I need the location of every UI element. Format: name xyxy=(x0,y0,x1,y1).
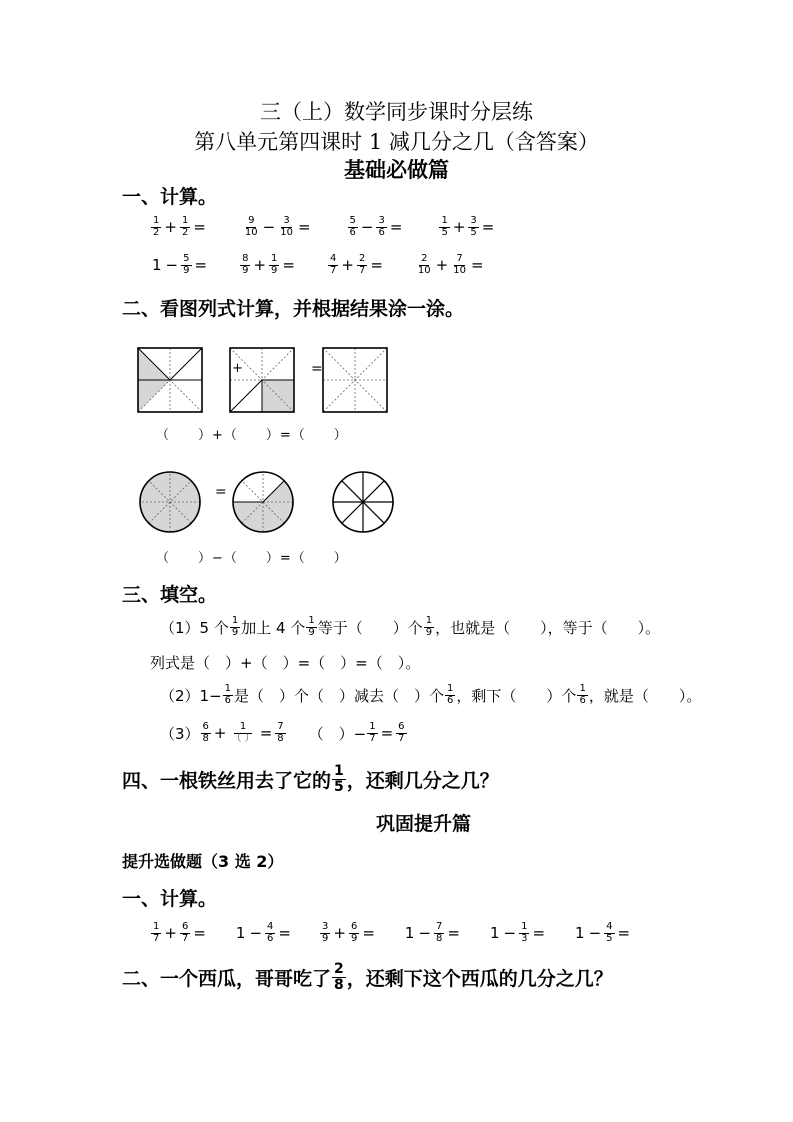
fraction: $\frac{1}{3}$ xyxy=(521,921,528,944)
calc-item[interactable] xyxy=(488,922,547,944)
operator: − xyxy=(249,924,263,942)
sec4-text-a: 四、一根铁丝用去了它的 xyxy=(122,769,332,792)
calc-item[interactable] xyxy=(150,922,208,944)
fraction: $\frac{1}{2}$ xyxy=(181,215,189,238)
page-title: 三（上）数学同步课时分层练 xyxy=(260,100,533,124)
equals: = xyxy=(193,924,206,942)
square-figure[interactable] xyxy=(138,348,202,412)
q2-text-b[interactable]: 是（ ）个（ ）减去（ ）个 xyxy=(234,686,445,705)
q3-fraction-5: $\frac{6}{7}$ xyxy=(398,721,405,744)
advanced-subtitle: 提升选做题（3 选 2） xyxy=(122,852,284,871)
square-figure[interactable] xyxy=(230,348,294,412)
adv-q2-fraction: $\frac{2}{8}$ xyxy=(334,961,344,993)
q1-text-b: 加上 4 个 xyxy=(241,618,306,637)
fraction: $\frac{4}{5}$ xyxy=(606,921,613,944)
fraction: $\frac{1}{9}$ xyxy=(271,253,278,276)
whole-number: 1 xyxy=(575,924,585,942)
equals: = xyxy=(282,256,295,274)
whole-number: 1 xyxy=(404,924,415,942)
sec4-fraction: $\frac{1}{5}$ xyxy=(334,763,344,795)
operator: + xyxy=(452,218,466,236)
calc-item[interactable] xyxy=(403,922,462,944)
adv-q2-text-a: 二、一个西瓜，哥哥吃了 xyxy=(122,967,332,990)
operator: + xyxy=(164,218,177,236)
fraction: $\frac{6}{7}$ xyxy=(181,921,189,944)
equals: = xyxy=(194,256,208,274)
fraction: $\frac{8}{9}$ xyxy=(242,253,249,276)
section-3-heading: 三、填空。 xyxy=(122,584,218,606)
q3-eq-1: = xyxy=(259,724,273,742)
plus-sign: + xyxy=(232,361,243,376)
fraction: $\frac{1}{7}$ xyxy=(153,921,160,944)
q3-fraction-2[interactable]: $\frac{1}{( )}$ xyxy=(231,721,255,744)
operator: − xyxy=(165,256,179,274)
operator: − xyxy=(262,218,276,236)
q3-fraction-4: $\frac{1}{7}$ xyxy=(369,721,376,744)
fraction: $\frac{1}{2}$ xyxy=(153,215,160,238)
q2-fraction-2: $\frac{1}{6}$ xyxy=(447,683,454,706)
equals: = xyxy=(481,218,495,236)
whole-number: 1 xyxy=(152,256,162,274)
calc-item[interactable] xyxy=(319,922,377,944)
q1-fraction-2: $\frac{1}{9}$ xyxy=(308,615,315,638)
circles-answer-blank[interactable]: （ ）−（ ）=（ ） xyxy=(156,551,348,566)
operator: + xyxy=(435,256,449,274)
fraction: $\frac{2}{7}$ xyxy=(358,253,366,276)
fraction: $\frac{3}{9}$ xyxy=(321,921,329,944)
q2-text-a: （2）1− xyxy=(160,686,222,705)
q3-fraction-3: $\frac{7}{8}$ xyxy=(277,721,284,744)
calc-item[interactable] xyxy=(234,922,293,944)
operator: − xyxy=(588,924,602,942)
fill-q3 xyxy=(160,722,408,744)
section-title-basic: 基础必做篇 xyxy=(344,157,449,182)
circle-figure[interactable] xyxy=(333,472,393,532)
fraction: $\frac{7}{10}$ xyxy=(453,253,466,276)
q3-blank[interactable]: （ ）− xyxy=(308,724,367,743)
operator: + xyxy=(341,256,354,274)
equals: = xyxy=(389,218,403,236)
equals: = xyxy=(193,218,206,236)
q2-fraction-1: $\frac{1}{6}$ xyxy=(224,683,232,706)
advanced-calc-row xyxy=(150,922,658,944)
q2-text-d[interactable]: ，就是（ ）。 xyxy=(588,686,702,705)
square-figure[interactable] xyxy=(323,348,387,412)
equals: = xyxy=(617,924,631,942)
fraction: $\frac{5}{9}$ xyxy=(183,253,190,276)
whole-number: 1 xyxy=(489,924,500,942)
advanced-q2 xyxy=(122,962,613,992)
q2-text-c[interactable]: ，剩下（ ）个 xyxy=(456,686,577,705)
equals: = xyxy=(370,256,383,274)
q1-text-c[interactable]: 等于（ ）个 xyxy=(317,618,423,637)
adv-q2-text-b: ，还剩下这个西瓜的几分之几？ xyxy=(346,967,613,990)
equals: = xyxy=(470,256,484,274)
equals-sign: = xyxy=(311,361,323,377)
operator: − xyxy=(418,924,432,942)
section-1-heading: 一、计算。 xyxy=(122,186,218,208)
advanced-calc-heading: 一、计算。 xyxy=(122,888,218,910)
circle-figure[interactable] xyxy=(233,472,293,532)
equals: = xyxy=(532,924,546,942)
operator: − xyxy=(503,924,517,942)
fraction: $\frac{1}{5}$ xyxy=(441,215,448,238)
q1-text-a: （1）5 个 xyxy=(160,618,229,637)
circle-figure[interactable] xyxy=(140,472,200,532)
equals: = xyxy=(278,924,291,942)
fill-q1-line1 xyxy=(160,616,660,638)
q1-text-d[interactable]: ，也就是（ ），等于（ ）。 xyxy=(435,618,661,637)
q2-fraction-3: $\frac{1}{6}$ xyxy=(579,683,586,706)
page-subtitle: 第八单元第四课时 1 减几分之几（含答案） xyxy=(194,130,599,154)
fraction: $\frac{4}{6}$ xyxy=(267,921,274,944)
fraction: $\frac{7}{8}$ xyxy=(436,921,443,944)
fraction: $\frac{9}{10}$ xyxy=(244,215,258,238)
sec4-text-b: ，还剩几分之几？ xyxy=(346,769,499,792)
q3-op-plus: + xyxy=(213,724,227,742)
operator: − xyxy=(360,218,374,236)
equals: = xyxy=(297,218,311,236)
operator: + xyxy=(253,256,267,274)
fill-q2 xyxy=(160,684,701,706)
q3-eq-2: = xyxy=(380,724,394,742)
fraction: $\frac{6}{9}$ xyxy=(350,921,358,944)
circles-equals-sign: = xyxy=(215,484,227,500)
q3-text-a: （3） xyxy=(160,724,200,743)
shaded-part xyxy=(263,481,293,502)
section-2-heading: 二、看图列式计算，并根据结果涂一涂。 xyxy=(122,298,465,320)
fill-q1-line2[interactable]: 列式是（ ）+（ ）=（ ）=（ ）。 xyxy=(150,654,421,672)
q1-fraction-3: $\frac{1}{9}$ xyxy=(425,615,433,638)
fraction: $\frac{4}{7}$ xyxy=(329,253,337,276)
fraction: $\frac{3}{10}$ xyxy=(280,215,293,238)
squares-answer-blank[interactable]: （ ）+（ ）=（ ） xyxy=(156,428,348,443)
whole-number: 1 xyxy=(235,924,246,942)
section-4-heading xyxy=(122,764,499,794)
equals: = xyxy=(447,924,460,942)
fraction: $\frac{3}{6}$ xyxy=(378,215,385,238)
fraction: $\frac{3}{5}$ xyxy=(470,215,477,238)
fraction: $\frac{5}{6}$ xyxy=(349,215,356,238)
operator: + xyxy=(333,924,346,942)
q3-fraction-1: $\frac{6}{8}$ xyxy=(202,721,209,744)
equals: = xyxy=(362,924,375,942)
q1-fraction-1: $\frac{1}{9}$ xyxy=(231,615,239,638)
fraction: $\frac{2}{10}$ xyxy=(417,253,431,276)
operator: + xyxy=(164,924,177,942)
section-title-advanced: 巩固提升篇 xyxy=(376,813,472,835)
calc-item[interactable] xyxy=(573,922,632,944)
